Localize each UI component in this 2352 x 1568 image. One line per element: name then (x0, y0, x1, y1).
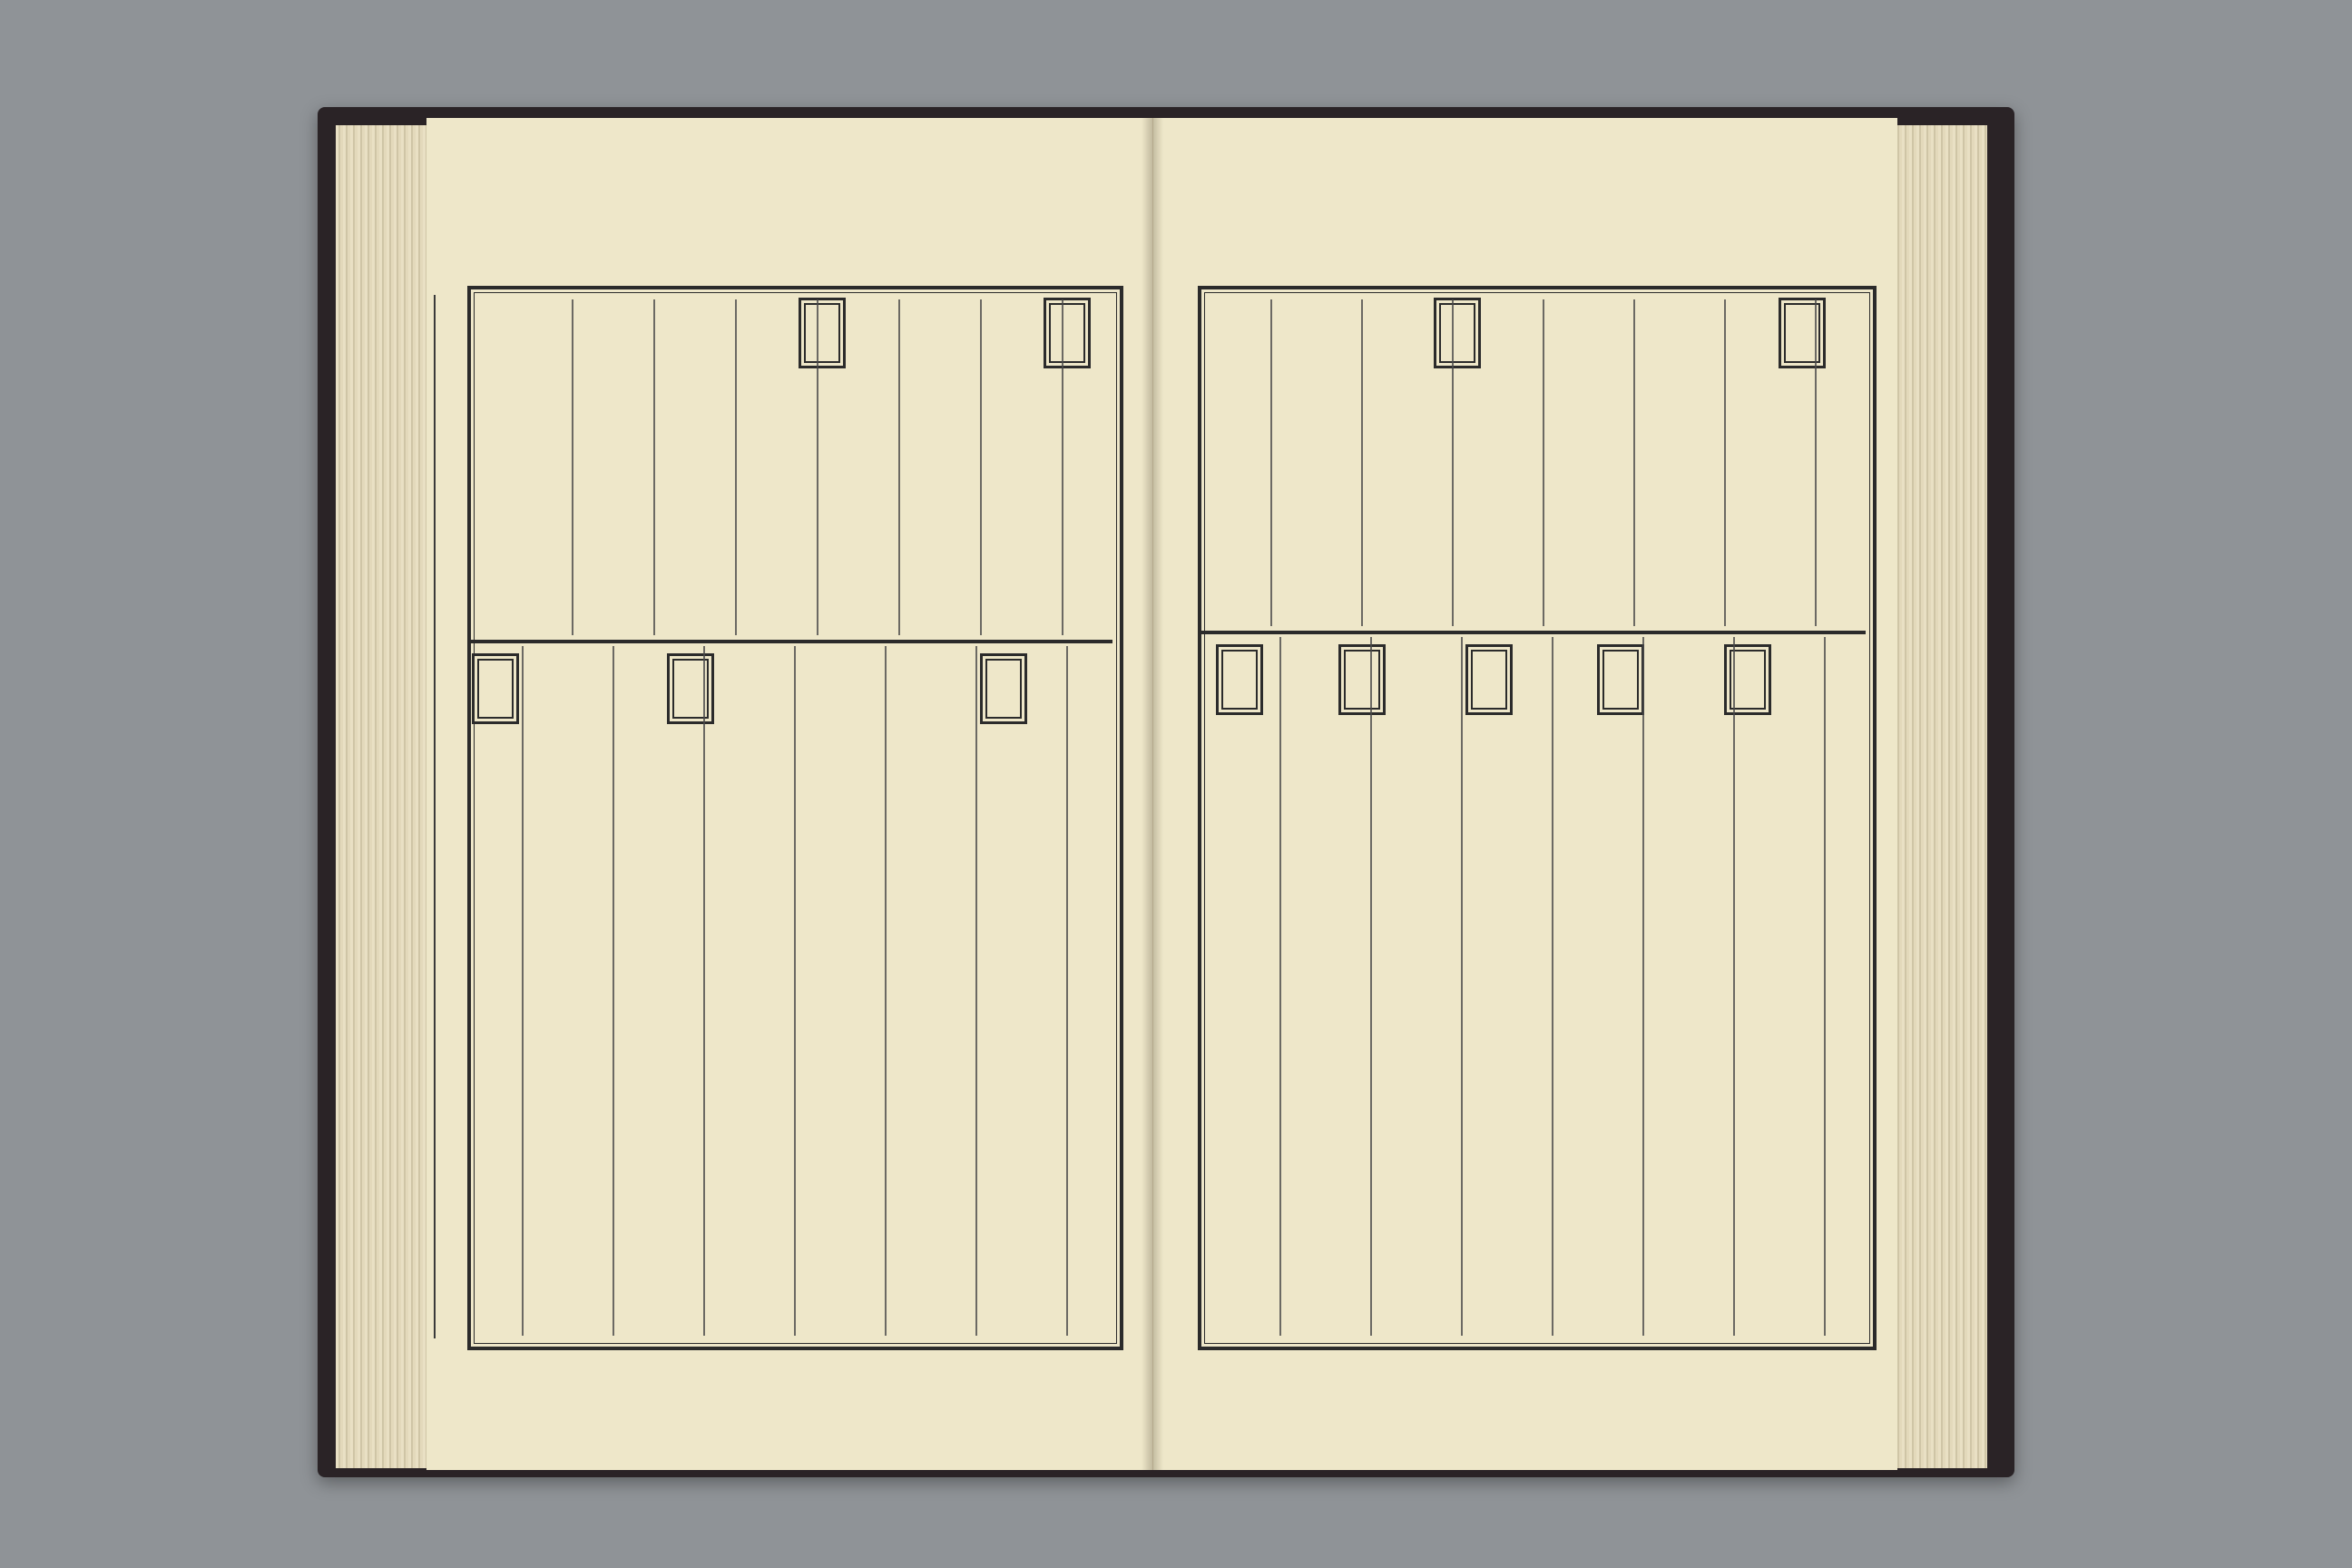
right-lower-heading-block (1724, 644, 1771, 715)
left-upper-heading-block (1044, 298, 1091, 368)
column-rule (572, 299, 573, 635)
right-page-edges (1887, 125, 1987, 1468)
column-rule (1452, 299, 1454, 626)
column-rule (1633, 299, 1635, 626)
column-rule (1361, 299, 1363, 626)
column-rule (522, 646, 524, 1336)
column-rule (1824, 637, 1826, 1336)
column-rule (898, 299, 900, 635)
column-rule (817, 299, 818, 635)
column-rule (1815, 299, 1817, 626)
column-rule (980, 299, 982, 635)
column-rule (1733, 637, 1735, 1336)
right-lower-heading-block (1216, 644, 1263, 715)
column-rule (1370, 637, 1372, 1336)
left-section-divider (471, 640, 1112, 643)
right-upper-heading-block (1434, 298, 1481, 368)
right-section-divider (1201, 631, 1866, 634)
column-rule (1279, 637, 1281, 1336)
column-rule (794, 646, 796, 1336)
column-rule (1062, 299, 1063, 635)
column-rule (1543, 299, 1544, 626)
column-rule (1270, 299, 1272, 626)
left-lower-heading-block (472, 653, 519, 724)
right-upper-heading-block (1779, 298, 1826, 368)
right-lower-heading-block (1338, 644, 1386, 715)
column-rule (885, 646, 887, 1336)
column-rule (1552, 637, 1553, 1336)
left-lower-heading-block (980, 653, 1027, 724)
column-rule (612, 646, 614, 1336)
left-upper-heading-block (799, 298, 846, 368)
column-rule (1461, 637, 1463, 1336)
right-page-frame (1198, 286, 1877, 1350)
book-gutter (1142, 118, 1163, 1470)
right-lower-heading-block (1597, 644, 1644, 715)
column-rule (1066, 646, 1068, 1336)
column-rule (1642, 637, 1644, 1336)
right-lower-heading-block (1465, 644, 1513, 715)
column-rule (653, 299, 655, 635)
column-rule (1724, 299, 1726, 626)
left-lower-heading-block (667, 653, 714, 724)
column-rule (703, 646, 705, 1336)
left-page-margin-column (434, 295, 483, 1338)
column-rule (975, 646, 977, 1336)
column-rule (735, 299, 737, 635)
